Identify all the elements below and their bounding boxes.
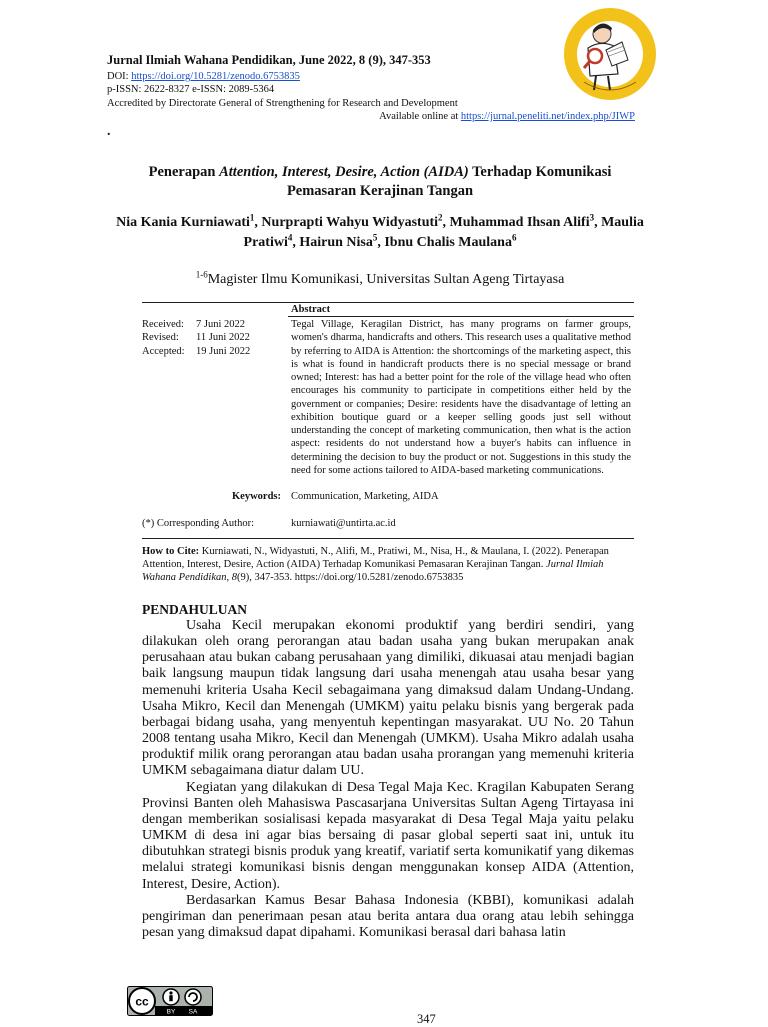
- section-heading: PENDAHULUAN: [142, 602, 248, 617]
- date-revised: Revised: 11 Juni 2022: [142, 332, 250, 344]
- issn-line: p-ISSN: 2622-8327 e-ISSN: 2089-5364: [107, 84, 275, 96]
- author: Hairun Nisa$^5$,: [299, 231, 385, 250]
- paragraph: Berdasarkan Kamus Besar Bahasa Indonesia (KBBI), komunikasi adalah pengiriman dan penerimaan pesan atau berita antara dua orang atau lebih sehingga pesan yang dimaksud dapat dipahami. Komunikasi berasal dari bahasa latin: [142, 892, 634, 940]
- corresponding-author-email: kurniawati@untirta.ac.id: [291, 518, 396, 529]
- body-text: [142, 618, 634, 941]
- svg-text:cc: cc: [135, 994, 149, 1009]
- cc-by-sa-icon[interactable]: [127, 986, 213, 1016]
- accreditation-line: Accredited by Directorate General of Strengthening for Research and Development: [107, 97, 458, 109]
- keywords-label: Keywords:: [232, 491, 281, 502]
- keywords-value: Communication, Marketing, AIDA: [291, 491, 439, 502]
- author-list: [110, 213, 650, 252]
- paragraph: Kegiatan yang dilakukan di Desa Tegal Maja Kec. Kragilan Kabupaten Serang Provinsi Banten oleh Mahasiswa Pascasarjana Universitas Sultan Ageng Tirtayasa ini dengan memberikan sosialisasi kepada masyarakat di Desa Tegal Maja yaitu pelaku UMKM di desa ini agar bias bersaing di pasar global seperti saat ini, untuk itu dibutuhkan strategi bisnis produk yang kreatif, variatif serta komunikatif yang dikemas melalui strategi komunikasi bisnis dengan menggunakan konsep AIDA (Attention, Interest, Desire, Action).: [142, 779, 634, 892]
- date-accepted: Accepted: 19 Juni 2022: [142, 345, 251, 357]
- corresponding-author-label: (*) Corresponding Author:: [142, 518, 254, 529]
- cc-by-label: BY: [166, 1008, 176, 1016]
- page-number: 347: [417, 1012, 436, 1026]
- abstract-bottom-rule: [142, 538, 634, 539]
- journal-logo: [562, 0, 658, 108]
- how-to-cite: How to Cite: Kurniawati, N., Widyastuti, N., Alifi, M., Pratiwi, M., Nisa, H., & Maulana, I. (2022). Penerapan Attention, Interest, Desire, Action (AIDA) Terhadap Komunikasi Pemasaran Kerajinan Tangan. Jurnal Ilmiah Wahana Pendidikan, 8(9), 347-353. https://doi.org/10.5281/zenodo.6753835: [142, 546, 609, 584]
- affiliation: $^{1-6}$Magister Ilmu Komunikasi, Universitas Sultan Ageng Tirtayasa: [195, 269, 565, 287]
- journal-url-link[interactable]: https://jurnal.peneliti.net/index.php/JIWP: [460, 110, 635, 122]
- cc-sa-label: SA: [188, 1008, 198, 1016]
- paragraph: Usaha Kecil merupakan ekonomi produktif yang berdiri sendiri, yang dilakukan oleh orang perorangan atau badan usaha yang bukan merupakan anak perusahaan atau bukan cabang perusahaan yang dimiliki, dikuasai atau menjadi bagian baik langsung maupun tidak langsung dari usaha menengah atau usaha besar yang memenuhi kriteria Usaha Kecil sebagaimana yang dimaksud dalam Undang-Undang. Usaha Mikro, Kecil dan Menengah (UMKM) yaitu pelaku bisnis yang bergerak pada berbagai bidang usaha, yang menyentuh kepentingan masyarakat. UU No. 20 Tahun 2008 tentang usaha Mikro, Kecil dan Menengah (UMKM). Usaha Mikro adalah usaha produktif milik orang perorangan atau badan usaha prorangan yang memenuhi kriteria UMKM sebagaimana diatur dalam UU.: [142, 618, 634, 779]
- paper-title: Penerapan Attention, Interest, Desire, Action (AIDA) Terhadap Komunikasi Pemasaran Kerajinan Tangan: [148, 164, 612, 199]
- article-dates: [142, 318, 250, 358]
- available-online-line: Available online at https://jurnal.peneliti.net/index.php/JIWP: [379, 110, 635, 122]
- abstract-heading: Abstract: [291, 304, 331, 315]
- abstract-text: Tegal Village, Keragilan District, has many programs on farmer groups, women's dharma, handicrafts and others. This research uses a qualitative method by referring to AIDA is Attention: the shortcomings of the marketing aspect, this is what is found in handicraft products there is no special message or brand owned; Interest: has had a better point for the role of the village head who often encourages his community to participate in competitions either held by the government or companies; Desire: residents have the disadvantage of letting an exhibition boutique guard or a keeper selling goods just sell without understanding the concept of marketing communication, then what is the action aspect: residents do not understand how a buyer's habits can influence in determining the decision to buy the product or not. Suggestions in this study the need for some actions tailored to AIDA-based marketing communications.: [291, 319, 631, 476]
- date-received: Received: 7 Juni 2022: [142, 319, 246, 330]
- header-bullet: .: [107, 124, 111, 139]
- author: Nurprapti Wahyu Widyastuti$^2$,: [261, 212, 450, 230]
- doi-link[interactable]: https://doi.org/10.5281/zenodo.6753835: [131, 71, 300, 83]
- author: Maulia Pratiwi$^4$,: [243, 215, 644, 250]
- author: Nia Kania Kurniawati$^1$,: [116, 212, 262, 230]
- abstract-top-rule: [142, 302, 634, 303]
- author: Ibnu Chalis Maulana$^6$: [384, 231, 517, 250]
- abstract-heading-rule: [288, 316, 634, 317]
- author: Muhammad Ihsan Alifi$^3$,: [449, 212, 602, 230]
- doi-line: DOI: https://doi.org/10.5281/zenodo.6753835: [107, 71, 300, 83]
- journal-citation: Jurnal Ilmiah Wahana Pendidikan, June 2022, 8 (9), 347-353: [107, 53, 431, 67]
